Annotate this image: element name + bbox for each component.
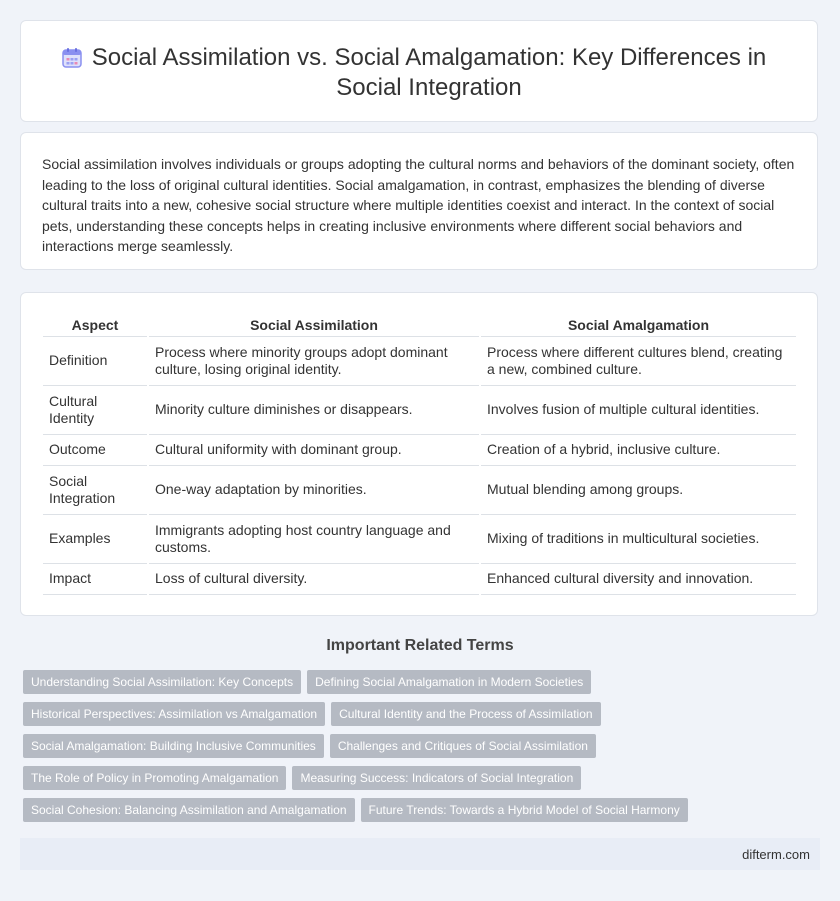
related-term-link[interactable]: Challenges and Critiques of Social Assimilation xyxy=(330,734,596,758)
related-term-link[interactable]: Measuring Success: Indicators of Social Integration xyxy=(292,766,581,790)
assimilation-cell: Minority culture diminishes or disappears. xyxy=(149,386,479,435)
aspect-cell: Cultural Identity xyxy=(43,386,147,435)
header-card xyxy=(20,20,818,122)
intro-paragraph: Social assimilation involves individuals or groups adopting the cultural norms and behaviors of the dominant society, often leading to the loss of original cultural identities. Social amalgamation, in contrast, emphasizes the blending of diverse cultural traits into a new, cohesive social structure where multiple identities coexist and interact. In the context of social pets, understanding these concepts helps in creating inclusive environments where different social behaviors and interactions merge seamlessly. xyxy=(42,156,795,254)
amalgamation-cell: Mixing of traditions in multicultural societies. xyxy=(481,515,796,564)
aspect-cell: Social Integration xyxy=(43,466,147,515)
related-term-link[interactable]: Social Amalgamation: Building Inclusive Communities xyxy=(23,734,324,758)
related-term-link[interactable]: Cultural Identity and the Process of Assimilation xyxy=(331,702,600,726)
aspect-cell: Definition xyxy=(43,337,147,386)
amalgamation-cell: Involves fusion of multiple cultural identities. xyxy=(481,386,796,435)
comparison-table xyxy=(41,313,798,595)
aspect-cell: Impact xyxy=(43,564,147,595)
related-terms-title: Important Related Terms xyxy=(326,637,514,654)
assimilation-cell: Immigrants adopting host country language and customs. xyxy=(149,515,479,564)
table-header-row xyxy=(43,313,796,337)
related-term-link[interactable]: The Role of Policy in Promoting Amalgamation xyxy=(23,766,286,790)
amalgamation-cell: Mutual blending among groups. xyxy=(481,466,796,515)
page-title: Social Assimilation vs. Social Amalgamation: Key Differences in Social Integration xyxy=(91,44,767,101)
comparison-table-card xyxy=(20,292,818,616)
related-term-link[interactable]: Understanding Social Assimilation: Key Concepts xyxy=(23,670,301,694)
assimilation-cell: One-way adaptation by minorities. xyxy=(149,466,479,515)
related-term-link[interactable]: Historical Perspectives: Assimilation vs Amalgamation xyxy=(23,702,325,726)
assimilation-cell: Loss of cultural diversity. xyxy=(149,564,479,595)
footer-site-link[interactable]: difterm.com xyxy=(742,847,810,862)
assimilation-cell: Cultural uniformity with dominant group. xyxy=(149,435,479,466)
table-row xyxy=(43,337,796,386)
table-row xyxy=(43,564,796,595)
intro-card xyxy=(20,132,818,270)
aspect-cell: Examples xyxy=(43,515,147,564)
amalgamation-cell: Creation of a hybrid, inclusive culture. xyxy=(481,435,796,466)
amalgamation-cell: Enhanced cultural diversity and innovation. xyxy=(481,564,796,595)
table-row xyxy=(43,435,796,466)
table-row xyxy=(43,466,796,515)
related-terms-list xyxy=(23,670,680,830)
table-row xyxy=(43,515,796,564)
related-term-link[interactable]: Future Trends: Towards a Hybrid Model of Social Harmony xyxy=(361,798,688,822)
header-social-amalgamation: Social Amalgamation xyxy=(481,313,796,337)
aspect-cell: Outcome xyxy=(43,435,147,466)
header-social-assimilation: Social Assimilation xyxy=(149,313,479,337)
related-term-link[interactable]: Social Cohesion: Balancing Assimilation and Amalgamation xyxy=(23,798,355,822)
footer xyxy=(20,838,820,870)
assimilation-cell: Process where minority groups adopt dominant culture, losing original identity. xyxy=(149,337,479,386)
amalgamation-cell: Process where different cultures blend, creating a new, combined culture. xyxy=(481,337,796,386)
header-aspect: Aspect xyxy=(43,313,147,337)
table-row xyxy=(43,386,796,435)
related-term-link[interactable]: Defining Social Amalgamation in Modern Societies xyxy=(307,670,591,694)
